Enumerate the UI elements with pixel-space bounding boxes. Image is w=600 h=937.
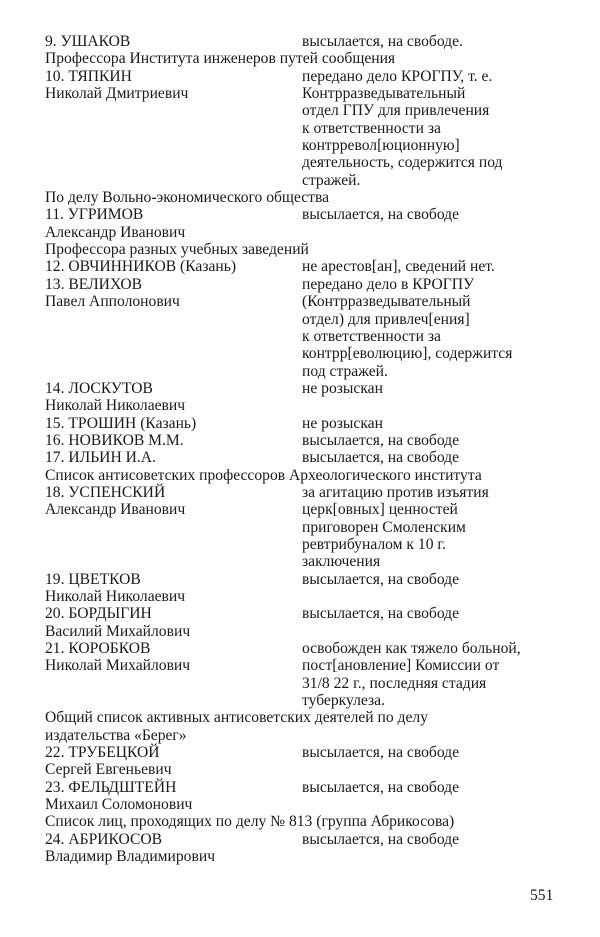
text-line [45,536,565,553]
person-entry: 24. АБРИКОСОВ [45,830,163,848]
case-status: за агитацию против изъятия [302,483,489,501]
case-status: высылается, на свободе [302,830,460,848]
person-entry: 16. НОВИКОВ М.М. [45,431,184,449]
case-status: передано дело в КРОГПУ [302,275,475,293]
person-entry: 11. УГРИМОВ [45,206,144,224]
text-line [45,744,565,761]
text-line [45,102,565,119]
text-line [45,33,565,50]
person-entry: 13. ВЕЛИХОВ [45,275,143,293]
case-status: контрр[еволюцию], содержится [302,345,513,363]
person-entry: 10. ТЯПКИН [45,67,132,85]
case-status: высылается, на свободе [302,778,460,796]
text-line [45,432,565,449]
text-line [45,415,565,432]
text-line [45,50,565,67]
text-line [45,605,565,622]
section-heading: Профессора Института инженеров путей сообщения [45,50,396,68]
person-entry: 21. КОРОБКОВ [45,640,151,658]
case-status: Контрразведывательный [302,85,466,103]
person-entry: 17. ИЛЬИН И.А. [45,449,156,467]
text-line [45,588,565,605]
case-status: к ответственности за [302,119,441,137]
person-entry: Павел Апполонович [45,293,180,311]
section-heading: Список лиц, проходящих по делу № 813 (группа Абрикосова) [45,813,455,831]
text-line [45,293,565,310]
person-entry: 23. ФЕЛЬДШТЕЙН [45,778,177,796]
text-line [45,623,565,640]
document-body [45,33,565,866]
person-entry: 14. ЛОСКУТОВ [45,379,153,397]
section-heading: издательства «Берег» [45,726,187,744]
case-status: ревтрибуналом к 10 г. [302,535,446,553]
text-line [45,68,565,85]
person-entry: 20. БОРДЫГИН [45,605,152,623]
person-entry: 22. ТРУБЕЦКОЙ [45,744,160,762]
text-line [45,154,565,171]
person-entry: Сергей Евгеньевич [45,761,172,779]
case-status: контрревол[юционную] [302,137,460,155]
case-status: освобожден как тяжело больной, [302,640,521,658]
case-status: стражей. [302,171,361,189]
person-entry: Николай Николаевич [45,397,186,415]
case-status: 31/8 22 г., последняя стадия [302,674,487,692]
section-heading: Список антисоветских профессоров Археологического института [45,466,482,484]
case-status: приговорен Смоленским [302,518,466,536]
case-status: не розыскан [302,414,383,432]
person-entry: Николай Дмитриевич [45,85,189,103]
text-line [45,380,565,397]
case-status: заключения [302,553,381,571]
case-status: церк[овных] ценностей [302,501,458,519]
case-status: отдел ГПУ для привлечения [302,102,490,120]
text-line [45,206,565,223]
text-line [45,311,565,328]
case-status: высылается, на свободе. [302,33,463,50]
section-heading: Профессора разных учебных заведений [45,241,309,259]
text-line [45,345,565,362]
text-line [45,813,565,830]
text-line [45,727,565,744]
person-entry: Владимир Владимирович [45,848,216,866]
text-line [45,692,565,709]
text-line [45,501,565,518]
case-status: деятельность, содержится под [302,154,503,172]
text-line [45,657,565,674]
person-entry: Александр Иванович [45,501,186,519]
case-status: туберкулеза. [302,692,385,710]
case-status: не арестов[ан], сведений нет. [302,258,495,276]
section-heading: По делу Вольно-экономического общества [45,189,330,207]
person-entry: Николай Николаевич [45,588,186,605]
case-status: высылается, на свободе [302,431,460,449]
person-entry: 9. УШАКОВ [45,33,131,50]
case-status: высылается, на свободе [302,449,460,467]
text-line [45,467,565,484]
text-line [45,848,565,865]
person-entry: Николай Михайлович [45,657,191,675]
text-line [45,85,565,102]
case-status: не розыскан [302,379,383,397]
text-line [45,571,565,588]
text-line [45,258,565,275]
text-line [45,761,565,778]
text-line [45,137,565,154]
text-line [45,172,565,189]
text-line [45,796,565,813]
page-number: 551 [530,887,554,904]
text-line [45,449,565,466]
text-line [45,224,565,241]
text-line [45,484,565,501]
person-entry: Василий Михайлович [45,622,191,640]
case-status: под стражей. [302,362,388,380]
case-status: (Контрразведывательный [302,293,471,311]
text-line [45,640,565,657]
text-line [45,276,565,293]
text-line [45,363,565,380]
text-line [45,120,565,137]
text-line [45,709,565,726]
case-status: отдел) для привлеч[ения] [302,310,470,328]
person-entry: 15. ТРОШИН (Казань) [45,414,197,432]
text-line [45,553,565,570]
case-status: высылается, на свободе [302,605,460,623]
text-line [45,779,565,796]
case-status: высылается, на свободе [302,206,460,224]
section-heading: Общий список активных антисоветских деятелей по делу [45,709,428,727]
person-entry: 19. ЦВЕТКОВ [45,570,141,588]
text-line [45,189,565,206]
text-line [45,675,565,692]
text-line [45,397,565,414]
case-status: передано дело КРОГПУ, т. е. [302,67,493,85]
text-line [45,328,565,345]
text-line [45,519,565,536]
case-status: пост[ановление] Комиссии от [302,657,500,675]
case-status: к ответственности за [302,327,441,345]
person-entry: 18. УСПЕНСКИЙ [45,483,166,501]
person-entry: Александр Иванович [45,223,186,241]
person-entry: 12. ОВЧИННИКОВ (Казань) [45,258,237,276]
text-line [45,241,565,258]
case-status: высылается, на свободе [302,570,460,588]
text-line [45,831,565,848]
person-entry: Михаил Соломонович [45,796,193,814]
case-status: высылается, на свободе [302,744,460,762]
